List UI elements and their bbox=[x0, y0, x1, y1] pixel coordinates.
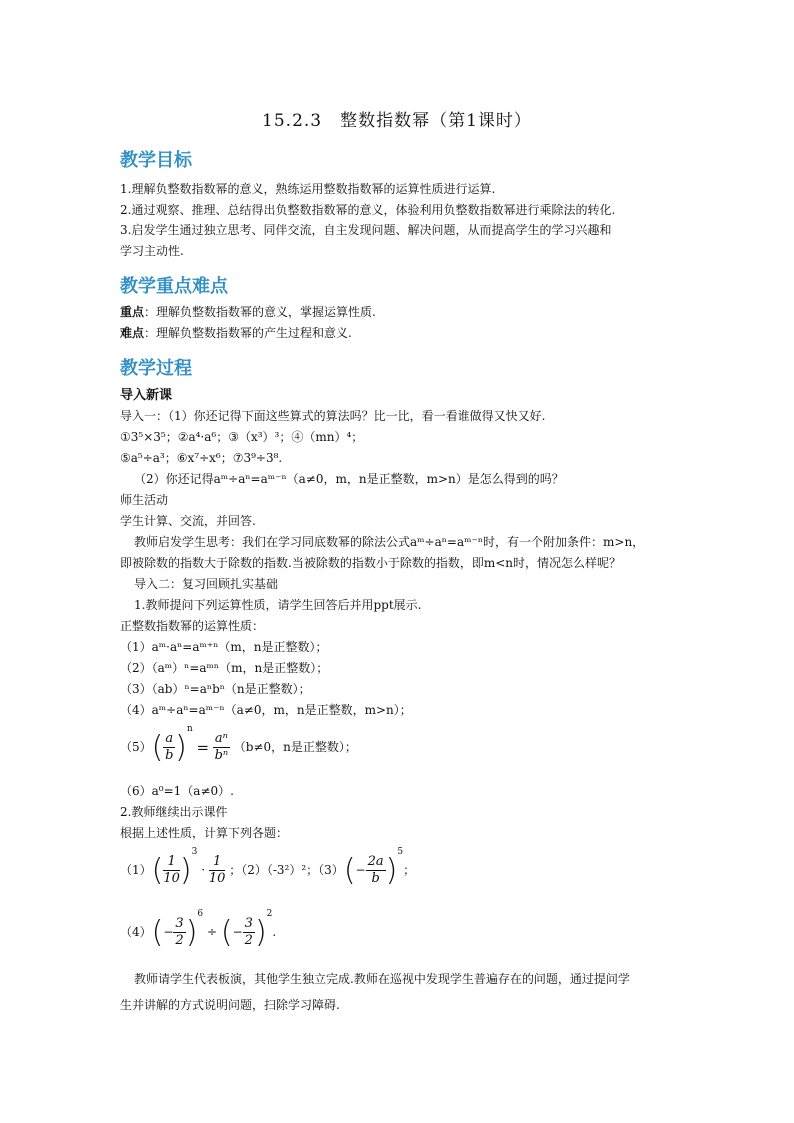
semicolon: ； bbox=[403, 863, 416, 877]
exercise-row-1 bbox=[120, 847, 416, 888]
minus-sign: − bbox=[355, 863, 366, 877]
goal-2: 2.通过观察、推理、总结得出负整数指数幂的意义，体验利用负整数指数幂进行乘除法的转化. bbox=[120, 203, 616, 217]
heading-key-points: 教学重点难点 bbox=[120, 276, 228, 297]
denominator: b bbox=[371, 871, 380, 886]
line-18: 2.教师继续出示课件 bbox=[120, 805, 228, 819]
paren-open: ( bbox=[151, 853, 164, 888]
line-4: （2）你还记得aᵐ÷aⁿ=aᵐ⁻ⁿ（a≠0，m，n是正整数，m>n）是怎么得到的吗？ bbox=[134, 472, 564, 486]
numerator: 3 bbox=[244, 916, 253, 931]
paren-close: ) bbox=[179, 853, 192, 888]
line-15: （4）aᵐ÷aⁿ=aᵐ⁻ⁿ（a≠0，m，n是正整数，m>n）； bbox=[120, 703, 412, 717]
fraction-1-10b bbox=[209, 854, 226, 887]
key-point bbox=[120, 303, 700, 321]
line-9: 导入二：复习回顾扎实基础 bbox=[134, 577, 279, 591]
goal-3: 3.启发学生通过独立思考、同伴交流，自主发现问题、解决问题，从而提高学生的学习兴趣和 bbox=[120, 223, 612, 237]
fraction-2a-b bbox=[366, 854, 386, 887]
line-8: 即被除数的指数大于除数的指数.当被除数的指数小于除数的指数，即m<n时，情况怎么样呢？ bbox=[120, 556, 621, 570]
ex4-label: （4） bbox=[120, 925, 152, 939]
line-23: 生并讲解的方式说明问题，扫除学习障碍. bbox=[120, 998, 340, 1012]
fraction-an-over-bn bbox=[213, 731, 230, 764]
line-3: ⑤a⁵÷a³；⑥x⁷÷x⁶；⑦3⁹÷3⁸. bbox=[120, 451, 283, 465]
divide-operator: ÷ bbox=[206, 925, 218, 939]
key-label: 重点 bbox=[120, 305, 145, 319]
line-1: 导入一：（1）你还记得下面这些算式的算法吗？比一比，看一看谁做得又快又好. bbox=[120, 409, 546, 423]
line-5: 师生活动 bbox=[120, 493, 169, 507]
page-title: 15.2.3 整数指数幂（第1课时） bbox=[262, 111, 532, 131]
line-14: （3）（ab）ⁿ=aⁿbⁿ（n是正整数）； bbox=[120, 682, 311, 696]
numerator: aⁿ bbox=[214, 731, 228, 746]
formula-5-condition: （b≠0，n是正整数）； bbox=[233, 740, 357, 754]
line-10: 1.教师提问下列运算性质，请学生回答后并用ppt展示. bbox=[134, 598, 422, 612]
denominator: 2 bbox=[175, 933, 184, 948]
denominator: 10 bbox=[163, 871, 180, 886]
ex1-label: （1） bbox=[120, 863, 152, 877]
minus-sign: − bbox=[163, 925, 174, 939]
intro-heading: 导入新课 bbox=[120, 388, 173, 403]
paren-open: ( bbox=[151, 915, 164, 950]
paren-close: ) bbox=[175, 730, 187, 765]
denominator: 10 bbox=[208, 871, 226, 886]
fraction-1-10 bbox=[163, 854, 180, 887]
ex2-ex3-text: ；（2）（-3²）²；（3） bbox=[229, 863, 344, 877]
formula-5-label: （5） bbox=[120, 740, 152, 754]
formula-5 bbox=[120, 724, 357, 765]
paren-close: ) bbox=[385, 853, 398, 888]
difficult-point bbox=[120, 324, 700, 342]
denominator: 2 bbox=[244, 933, 253, 948]
line-22: 教师请学生代表板演，其他学生独立完成.教师在巡视中发现学生普遍存在的问题，通过提问学 bbox=[134, 972, 630, 986]
exponent: n bbox=[186, 724, 193, 734]
goal-1: 1.理解负整数指数幂的意义，熟练运用整数指数幂的运算性质进行运算. bbox=[120, 182, 496, 196]
denominator: b bbox=[165, 748, 174, 763]
denominator: bⁿ bbox=[214, 748, 229, 763]
equals-sign: = bbox=[196, 738, 210, 757]
numerator: a bbox=[165, 731, 174, 746]
period: . bbox=[272, 925, 277, 939]
numerator: 1 bbox=[209, 854, 226, 871]
heading-goals: 教学目标 bbox=[120, 150, 192, 171]
numerator: 2a bbox=[367, 854, 384, 869]
key-text: ：理解负整数指数幂的意义，掌握运算性质. bbox=[144, 305, 376, 319]
diff-text: ：理解负整数指数幂的产生过程和意义. bbox=[144, 326, 352, 340]
minus-sign: − bbox=[232, 925, 243, 939]
exercise-row-2 bbox=[120, 909, 277, 950]
fraction-3-2b bbox=[243, 916, 255, 949]
line-2: ①3⁵×3⁵；②a⁴·a⁶；③（x³）³；④（mn）⁴； bbox=[120, 430, 364, 444]
exponent: 3 bbox=[191, 847, 198, 857]
fraction-a-over-b bbox=[163, 731, 175, 764]
paren-open: ( bbox=[220, 915, 233, 950]
diff-label: 难点 bbox=[120, 326, 145, 340]
line-17: （6）a⁰=1（a≠0）. bbox=[120, 784, 234, 798]
paren-open: ( bbox=[151, 730, 164, 765]
paren-close: ) bbox=[254, 915, 267, 950]
paren-close: ) bbox=[185, 915, 198, 950]
heading-process: 教学过程 bbox=[120, 358, 192, 379]
line-6: 学生计算、交流，并回答. bbox=[120, 514, 256, 528]
dot-operator: · bbox=[201, 863, 206, 877]
exponent: 6 bbox=[197, 909, 204, 919]
line-19: 根据上述性质，计算下列各题： bbox=[120, 826, 289, 840]
line-7: 教师启发学生思考：我们在学习同底数幂的除法公式aᵐ÷aⁿ=aᵐ⁻ⁿ时，有一个附加条件：m>n， bbox=[134, 535, 645, 549]
exponent: 5 bbox=[397, 847, 404, 857]
line-13: （2）（aᵐ）ⁿ=aᵐⁿ（m，n是正整数）； bbox=[120, 661, 329, 675]
line-12: （1）aᵐ·aⁿ=aᵐ⁺ⁿ（m，n是正整数）； bbox=[120, 640, 328, 654]
line-11: 正整数指数幂的运算性质： bbox=[120, 619, 265, 633]
numerator: 3 bbox=[175, 916, 184, 931]
exponent: 2 bbox=[266, 909, 273, 919]
fraction-3-2 bbox=[173, 916, 185, 949]
goal-3-cont: 学习主动性. bbox=[120, 244, 184, 258]
paren-open: ( bbox=[343, 853, 356, 888]
numerator: 1 bbox=[163, 854, 180, 871]
